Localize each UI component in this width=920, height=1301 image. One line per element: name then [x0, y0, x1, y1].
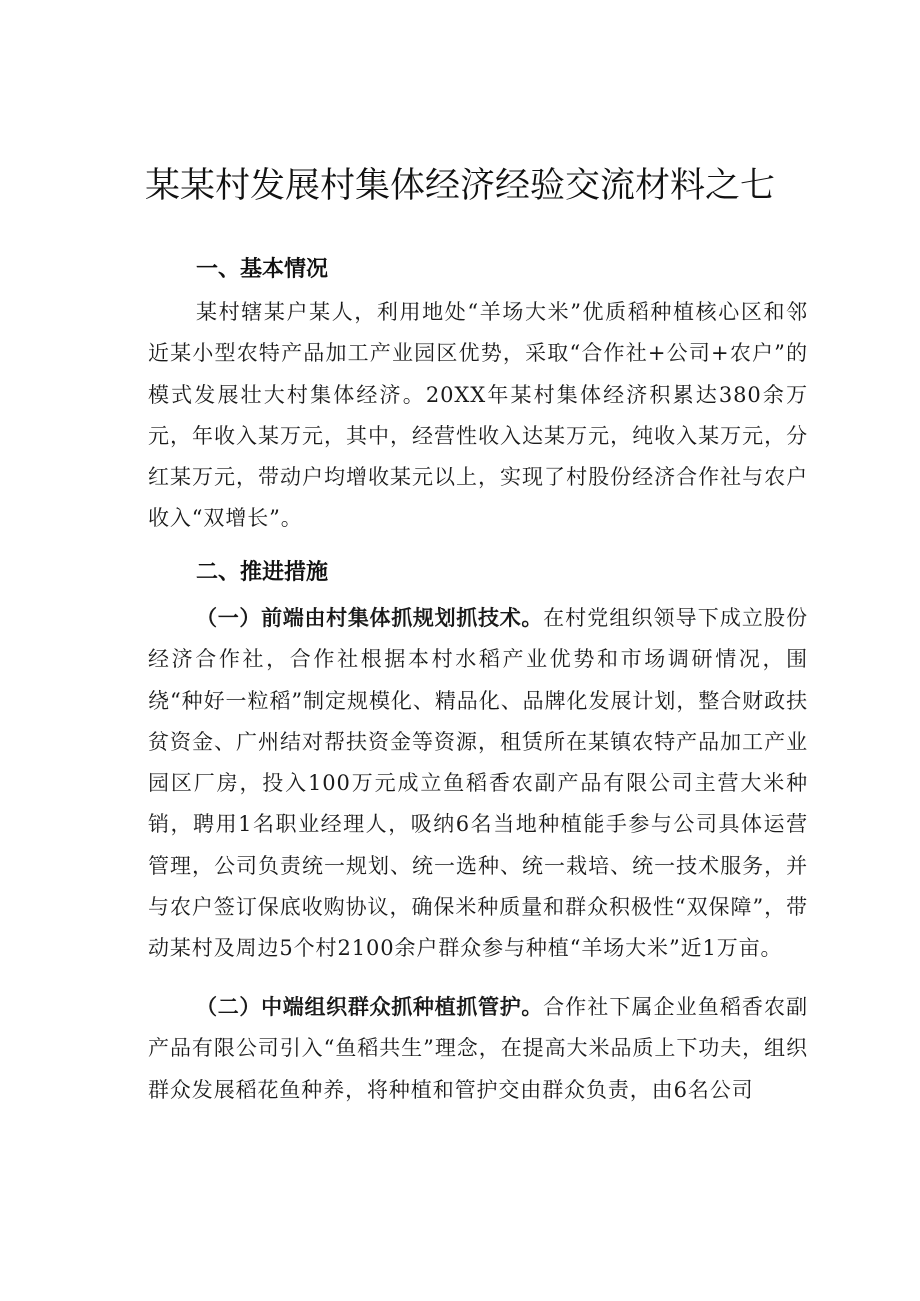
paragraph-measure-front-end: [148, 598, 808, 970]
section-heading-basic-info: 一、基本情况: [196, 257, 329, 282]
paragraph-lead-title: （一）前端由村集体抓规划抓技术。: [196, 606, 544, 630]
paragraph-measure-middle: [148, 987, 808, 1111]
section-heading-measures: 二、推进措施: [196, 560, 329, 585]
paragraph-text: 在村党组织领导下成立股份经济合作社，合作社根据本村水稻产业优势和市场调研情况，围绕“种好一粒稻”制定规模化、精品化、品牌化发展计划，整合财政扶贫资金、广州结对帮扶资金等资源，租赁所在某镇农特产品加工产业园区厂房，投入100万元成立鱼稻香农副产品有限公司主营大米种销，聘用1名职业经理人，吸纳6名当地种植能手参与公司具体运营管理，公司负责统一规划、统一选种、统一栽培、统一技术服务，并与农户签订保底收购协议，确保米种质量和群众积极性“双保障”，带动某村及周边5个村2100余户群众参与种植“羊场大米”近1万亩。: [148, 606, 808, 961]
paragraph-text: 某村辖某户某人，利用地处“羊场大米”优质稻种植核心区和邻近某小型农特产品加工产业园区优势，采取“合作社+公司+农户”的模式发展壮大村集体经济。20XX年某村集体经济积累达380余万元，年收入某万元，其中，经营性收入达某万元，纯收入某万元，分红某万元，带动户均增收某元以上，实现了村股份经济合作社与农户收入“双增长”。: [148, 300, 808, 531]
paragraph-basic-info: [148, 292, 808, 540]
paragraph-text: 合作社下属企业鱼稻香农副产品有限公司引入“鱼稻共生”理念，在提高大米品质上下功夫，组织群众发展稻花鱼种养，将种植和管护交由群众负责，由6名公司: [148, 995, 808, 1102]
document-title: 某某村发展村集体经济经验交流材料之七: [144, 166, 775, 206]
paragraph-lead-title: （二）中端组织群众抓种植抓管护。: [196, 995, 544, 1019]
